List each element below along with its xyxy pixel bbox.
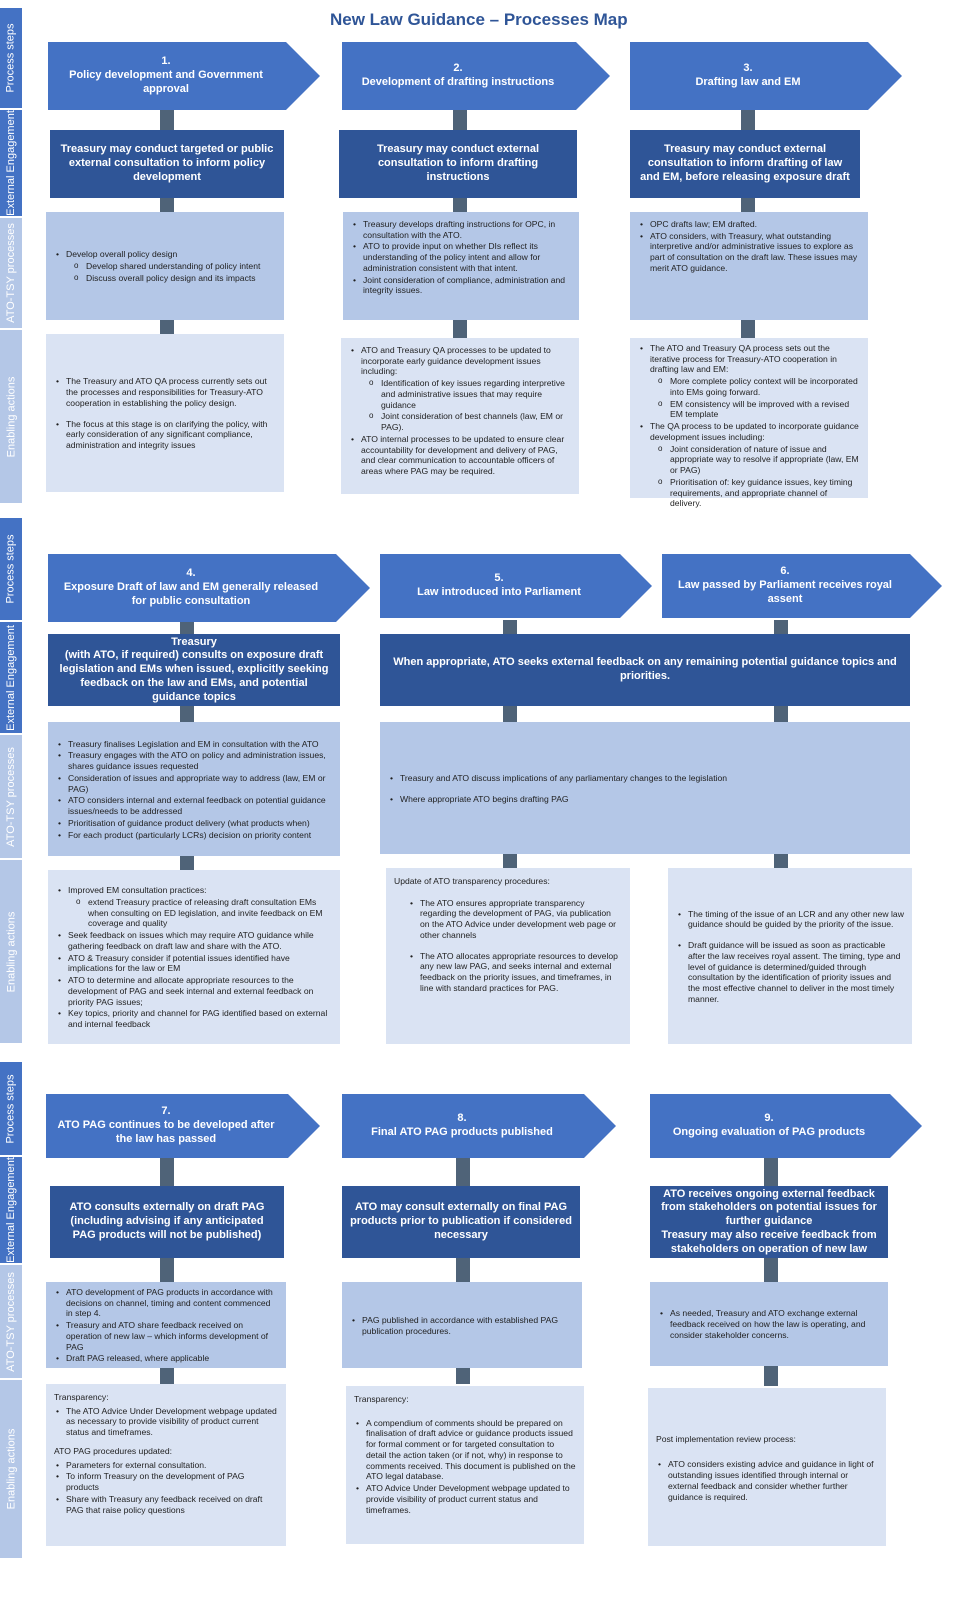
sidebar-ato-tsy — [0, 735, 22, 858]
list-item: • Key topics, priority and channel for PAG identified based on external and internal feedback — [56, 1008, 332, 1029]
sidebar-external-engagement — [0, 110, 22, 216]
connector — [456, 1158, 470, 1186]
process-list — [350, 1314, 574, 1336]
list-item: • The focus at this stage is on clarifying the policy, with early consideration of any significant compliance, administration and integrity issues — [54, 419, 276, 451]
list-item: • The Treasury and ATO QA process currently sets out the processes and responsibilities for Treasury-ATO cooperation in establishing the policy design. — [54, 376, 276, 408]
enabling-list — [394, 897, 622, 994]
process-list — [54, 248, 276, 283]
list-item: • Joint consideration of compliance, administration and integrity issues. — [351, 275, 571, 296]
step-number: 5. — [494, 572, 504, 585]
external-text-2: Treasury may also receive feedback from stakeholders on operation of new law — [661, 1228, 877, 1255]
process-arrow-8 — [342, 1094, 616, 1158]
process-list — [388, 772, 902, 804]
process-box-2 — [343, 212, 579, 320]
connector — [180, 706, 194, 722]
sidebar-label: ATO-TSY processes — [5, 746, 17, 847]
external-box-3 — [630, 130, 860, 198]
sidebar-ato-tsy — [0, 1265, 22, 1378]
connector — [774, 620, 788, 634]
sidebar-process-steps — [0, 8, 22, 108]
enabling-box-1 — [46, 334, 284, 492]
list-item: • PAG published in accordance with established PAG publication procedures. — [350, 1315, 574, 1336]
process-box-4 — [48, 722, 340, 856]
process-arrow-5 — [380, 554, 652, 618]
enabling-list — [354, 1417, 576, 1516]
connector — [160, 110, 174, 130]
external-text: Treasury may conduct external consultation to inform drafting instructions — [376, 143, 539, 183]
step-number: 2. — [453, 62, 463, 75]
enabling-list — [54, 375, 276, 450]
arrow-label — [48, 42, 310, 110]
sidebar-label: ATO-TSY processes — [5, 1271, 17, 1372]
list-item: o Discuss overall policy design and its impacts — [54, 273, 276, 284]
connector — [160, 1258, 174, 1282]
sidebar-process-steps — [0, 1062, 22, 1155]
list-item: • ATO internal processes to be updated to ensure clear accountability for development and delivery of PAG, and clear communication to accountable officers of areas where PAG may be required. — [349, 434, 571, 477]
connector — [160, 1158, 174, 1186]
process-box-3 — [630, 212, 868, 320]
process-box-9 — [650, 1282, 888, 1366]
external-text: ATO may consult externally on final PAG products prior to publication if considered necessary — [350, 1201, 572, 1241]
list-item: • ATO development of PAG products in accordance with decisions on channel, timing and content commenced in step 4. — [54, 1287, 278, 1319]
external-box-4 — [48, 634, 340, 706]
process-arrow-7 — [46, 1094, 320, 1158]
list-item: • The QA process to be updated to incorporate guidance development issues including: — [638, 421, 860, 442]
process-arrow-6 — [662, 554, 942, 618]
sidebar-external-engagement — [0, 1157, 22, 1263]
external-text: (with ATO, if required) consults on exposure draft legislation and EMs when issued, explicitly seeking feedback on the law and EMs, and potential guidance topics — [59, 649, 329, 703]
connector — [180, 622, 194, 634]
external-text: ATO receives ongoing external feedback from stakeholders on potential issues for further guidance — [661, 1187, 877, 1228]
connector — [503, 706, 517, 722]
enabling-head-2: ATO PAG procedures updated: — [54, 1445, 172, 1456]
process-list — [54, 1286, 278, 1364]
step-number: 4. — [186, 567, 196, 580]
connector — [456, 1258, 470, 1282]
step-number: 1. — [161, 55, 171, 68]
list-item: • As needed, Treasury and ATO exchange external feedback received on how the law is operating, and consider stakeholder concerns. — [658, 1308, 880, 1340]
sidebar-label: Enabling actions — [5, 911, 18, 992]
process-box-8 — [342, 1282, 582, 1368]
sidebar-enabling — [0, 330, 22, 503]
enabling-list — [54, 1405, 278, 1438]
enabling-box-4 — [48, 870, 340, 1044]
external-text: Treasury may conduct targeted or public external consultation to inform policy development — [60, 143, 274, 183]
connector — [774, 854, 788, 868]
list-item: • Treasury and ATO discuss implications of any parliamentary changes to the legislation — [388, 773, 902, 784]
external-text: ATO consults externally on draft PAG (including advising if any anticipated PAG products will not be published) — [69, 1201, 265, 1241]
enabling-box-5 — [386, 868, 630, 1044]
process-arrow-4 — [48, 554, 370, 622]
list-item: • The ATO ensures appropriate transparency regarding the development of PAG, via publication on the ATO Advice under development web page or other channels — [408, 898, 622, 941]
list-item: • Draft PAG released, where applicable — [54, 1353, 278, 1364]
list-item: • Parameters for external consultation. — [54, 1460, 278, 1471]
list-item: o Identification of key issues regarding interpretive and administrative issues that may require guidance — [349, 378, 571, 410]
step-number: 8. — [457, 1112, 467, 1125]
sidebar-label: External Engagement — [5, 624, 18, 731]
enabling-head: Update of ATO transparency procedures: — [394, 876, 550, 886]
connector — [764, 1258, 778, 1282]
process-list — [638, 218, 860, 274]
step-number: 9. — [764, 1112, 774, 1125]
enabling-box-8 — [346, 1386, 584, 1544]
connector — [764, 1158, 778, 1186]
list-item: • For each product (particularly LCRs) decision on priority content — [56, 830, 332, 841]
arrow-label — [662, 554, 932, 618]
list-item: • Prioritisation of guidance product delivery (what products when) — [56, 818, 332, 829]
list-item: o Joint consideration of nature of issue and appropriate way to resolve if appropriate (law, EM or PAG) — [638, 444, 860, 476]
connector — [453, 320, 467, 338]
list-item: • Share with Treasury any feedback received on draft PAG that raise policy questions — [54, 1494, 278, 1515]
list-item: • The ATO and Treasury QA process sets out the iterative process for Treasury-ATO cooperation in drafting law and EM: — [638, 343, 860, 375]
list-item: • Treasury and ATO share feedback received on operation of new law – which informs development of PAG — [54, 1320, 278, 1352]
list-item: • Treasury develops drafting instructions for OPC, in consultation with the ATO. — [351, 219, 571, 240]
list-item: • Improved EM consultation practices: — [56, 885, 332, 896]
list-item: • ATO and Treasury QA processes to be updated to incorporate early guidance development issues including: — [349, 345, 571, 377]
process-box-7 — [46, 1282, 286, 1368]
step-number: 3. — [743, 62, 753, 75]
enabling-box-7 — [46, 1384, 286, 1546]
sidebar-label: Process steps — [5, 534, 17, 604]
process-arrow-9 — [650, 1094, 922, 1158]
external-head: Treasury — [171, 635, 217, 648]
list-item: o Prioritisation of: key guidance issues, key timing requirements, and appropriate channel of delivery. — [638, 477, 860, 509]
enabling-box-9 — [648, 1388, 886, 1546]
list-item: • The timing of the issue of an LCR and any other new law guidance should be guided by the priority of the issue. — [676, 909, 904, 930]
enabling-box-2 — [341, 338, 579, 494]
step-title: Policy development and Government approval — [69, 69, 263, 95]
connector — [453, 110, 467, 130]
list-item: • Draft guidance will be issued as soon as practicable after the law receives royal assent. The timing, type and level of guidance is determined/guided through consultation by the identification of priority issues and the most effective channel to deliver in the most timely manner. — [676, 940, 904, 1004]
list-item: • ATO considers, with Treasury, what outstanding interpretive and/or administrative issues to explore as part of consultation on the draft law. These issues may merit ATO guidance. — [638, 231, 860, 274]
sidebar-label: Enabling actions — [5, 1428, 18, 1510]
enabling-head: Transparency: — [54, 1392, 109, 1402]
connector — [180, 856, 194, 870]
list-item: • Seek feedback on issues which may require ATO guidance while gathering feedback on draft law and share with the ATO. — [56, 930, 332, 951]
list-item: • Where appropriate ATO begins drafting PAG — [388, 794, 902, 805]
external-text: Treasury may conduct external consultation to inform drafting of law and EM, before releasing exposure draft — [640, 143, 850, 183]
list-item: • ATO Advice Under Development webpage updated to provide visibility of product current status and timeframes. — [354, 1483, 576, 1515]
list-item: • ATO to determine and allocate appropriate resources to the development of PAG and seek internal and external feedback on priority PAG issues; — [56, 975, 332, 1007]
step-number: 6. — [780, 565, 790, 578]
list-item: • Treasury engages with the ATO on policy and administration issues, shares guidance issues requested — [56, 750, 332, 771]
enabling-head: Post implementation review process: — [656, 1433, 796, 1444]
connector — [503, 620, 517, 634]
enabling-list — [676, 908, 904, 1005]
connector — [160, 1368, 174, 1384]
list-item: • To inform Treasury on the development of PAG products — [54, 1471, 278, 1492]
process-box-1 — [46, 212, 284, 320]
process-arrow-3 — [630, 42, 902, 110]
arrow-label — [630, 42, 892, 110]
enabling-list — [56, 884, 332, 1030]
connector — [741, 110, 755, 130]
connector — [456, 1368, 470, 1384]
page-title: New Law Guidance – Processes Map — [330, 10, 628, 29]
step-title: ATO PAG continues to be developed after the law has passed — [57, 1119, 275, 1145]
sidebar-enabling — [0, 860, 22, 1043]
connector — [160, 320, 174, 334]
process-box-5-6 — [380, 722, 910, 854]
arrow-label — [46, 1094, 310, 1158]
list-item: • The ATO allocates appropriate resources to develop any new law PAG, and seeks internal and external feedback on the priority issues, and timeframes, in line with standard practices for PAG. — [408, 951, 622, 994]
process-arrow-2 — [342, 42, 610, 110]
external-box-5-6 — [380, 634, 910, 706]
sidebar-label: External Engagement — [5, 1157, 18, 1263]
step-title: Ongoing evaluation of PAG products — [672, 1126, 866, 1138]
enabling-list — [349, 344, 571, 477]
list-item: • ATO considers existing advice and guidance in light of outstanding issues identified through internal or external feedback and consider whether further guidance is required. — [656, 1459, 878, 1502]
sidebar-label: Process steps — [5, 23, 17, 93]
list-item: • Treasury finalises Legislation and EM in consultation with the ATO — [56, 739, 332, 750]
connector — [774, 706, 788, 722]
external-box-1 — [50, 130, 284, 198]
connector — [741, 198, 755, 212]
enabling-box-3 — [630, 338, 868, 509]
list-item: • ATO to provide input on whether DIs reflect its understanding of the policy intent and allow for administration consistent with that intent. — [351, 241, 571, 273]
process-list — [351, 218, 571, 296]
arrow-label — [650, 1094, 912, 1158]
external-box-8 — [342, 1186, 580, 1258]
arrow-label — [342, 1094, 606, 1158]
sidebar-label: External Engagement — [5, 110, 18, 216]
arrow-label — [342, 42, 600, 110]
step-title: Drafting law and EM — [695, 76, 801, 88]
arrow-label — [48, 554, 360, 622]
process-list — [56, 738, 332, 841]
list-item: o Joint consideration of best channels (law, EM or PAG). — [349, 411, 571, 432]
enabling-head: Transparency: — [354, 1394, 409, 1404]
list-item: o extend Treasury practice of releasing draft consultation EMs when consulting on ED legislation, and invite feedback on EM coverage and quality — [56, 897, 332, 929]
external-text: When appropriate, ATO seeks external feedback on any remaining potential guidance topics and priorities. — [393, 656, 897, 682]
list-item: • A compendium of comments should be prepared on finalisation of draft advice or guidance products issued for formal comment or for targeted consultation to detail the action taken (or if not, why) in response to comments received. This document is published on the ATO legal database. — [354, 1418, 576, 1482]
list-item: • Develop overall policy design — [54, 249, 276, 260]
process-arrow-1 — [48, 42, 320, 110]
list-item: • ATO & Treasury consider if potential issues identified have implications for the law or EM — [56, 953, 332, 974]
sidebar-label: ATO-TSY processes — [5, 223, 17, 323]
enabling-list — [656, 1458, 878, 1502]
step-title: Development of drafting instructions — [361, 76, 555, 88]
external-box-9 — [650, 1186, 888, 1258]
sidebar-external-engagement — [0, 622, 22, 733]
list-item: • The ATO Advice Under Development webpage updated as necessary to provide visibility of product current status and timeframes. — [54, 1406, 278, 1438]
list-item: o EM consistency will be improved with a revised EM template — [638, 399, 860, 420]
list-item: o More complete policy context will be incorporated into EMs going forward. — [638, 376, 860, 397]
connector — [503, 854, 517, 868]
connector — [160, 198, 174, 212]
sidebar-label: Enabling actions — [5, 376, 18, 457]
sidebar-ato-tsy — [0, 218, 22, 328]
sidebar-process-steps — [0, 518, 22, 620]
sidebar-enabling — [0, 1380, 22, 1558]
connector — [764, 1366, 778, 1386]
list-item: o Develop shared understanding of policy intent — [54, 261, 276, 272]
enabling-list — [638, 342, 860, 509]
enabling-box-6 — [668, 868, 912, 1044]
step-title: Exposure Draft of law and EM generally released for public consultation — [63, 581, 319, 607]
external-box-7 — [50, 1186, 284, 1258]
list-item: • OPC drafts law; EM drafted. — [638, 219, 860, 230]
step-number: 7. — [161, 1105, 171, 1118]
list-item: • ATO considers internal and external feedback on potential guidance issues/needs to be addressed — [56, 795, 332, 816]
list-item: • Consideration of issues and appropriate way to address (law, EM or PAG) — [56, 773, 332, 794]
step-title: Law introduced into Parliament — [417, 586, 581, 598]
connector — [741, 320, 755, 338]
arrow-label — [380, 554, 642, 618]
step-title: Final ATO PAG products published — [371, 1126, 553, 1138]
process-list — [658, 1307, 880, 1340]
step-title: Law passed by Parliament receives royal assent — [677, 579, 892, 605]
enabling-list-2 — [54, 1459, 278, 1516]
sidebar-label: Process steps — [5, 1073, 17, 1144]
external-box-2 — [339, 130, 577, 198]
connector — [453, 198, 467, 212]
